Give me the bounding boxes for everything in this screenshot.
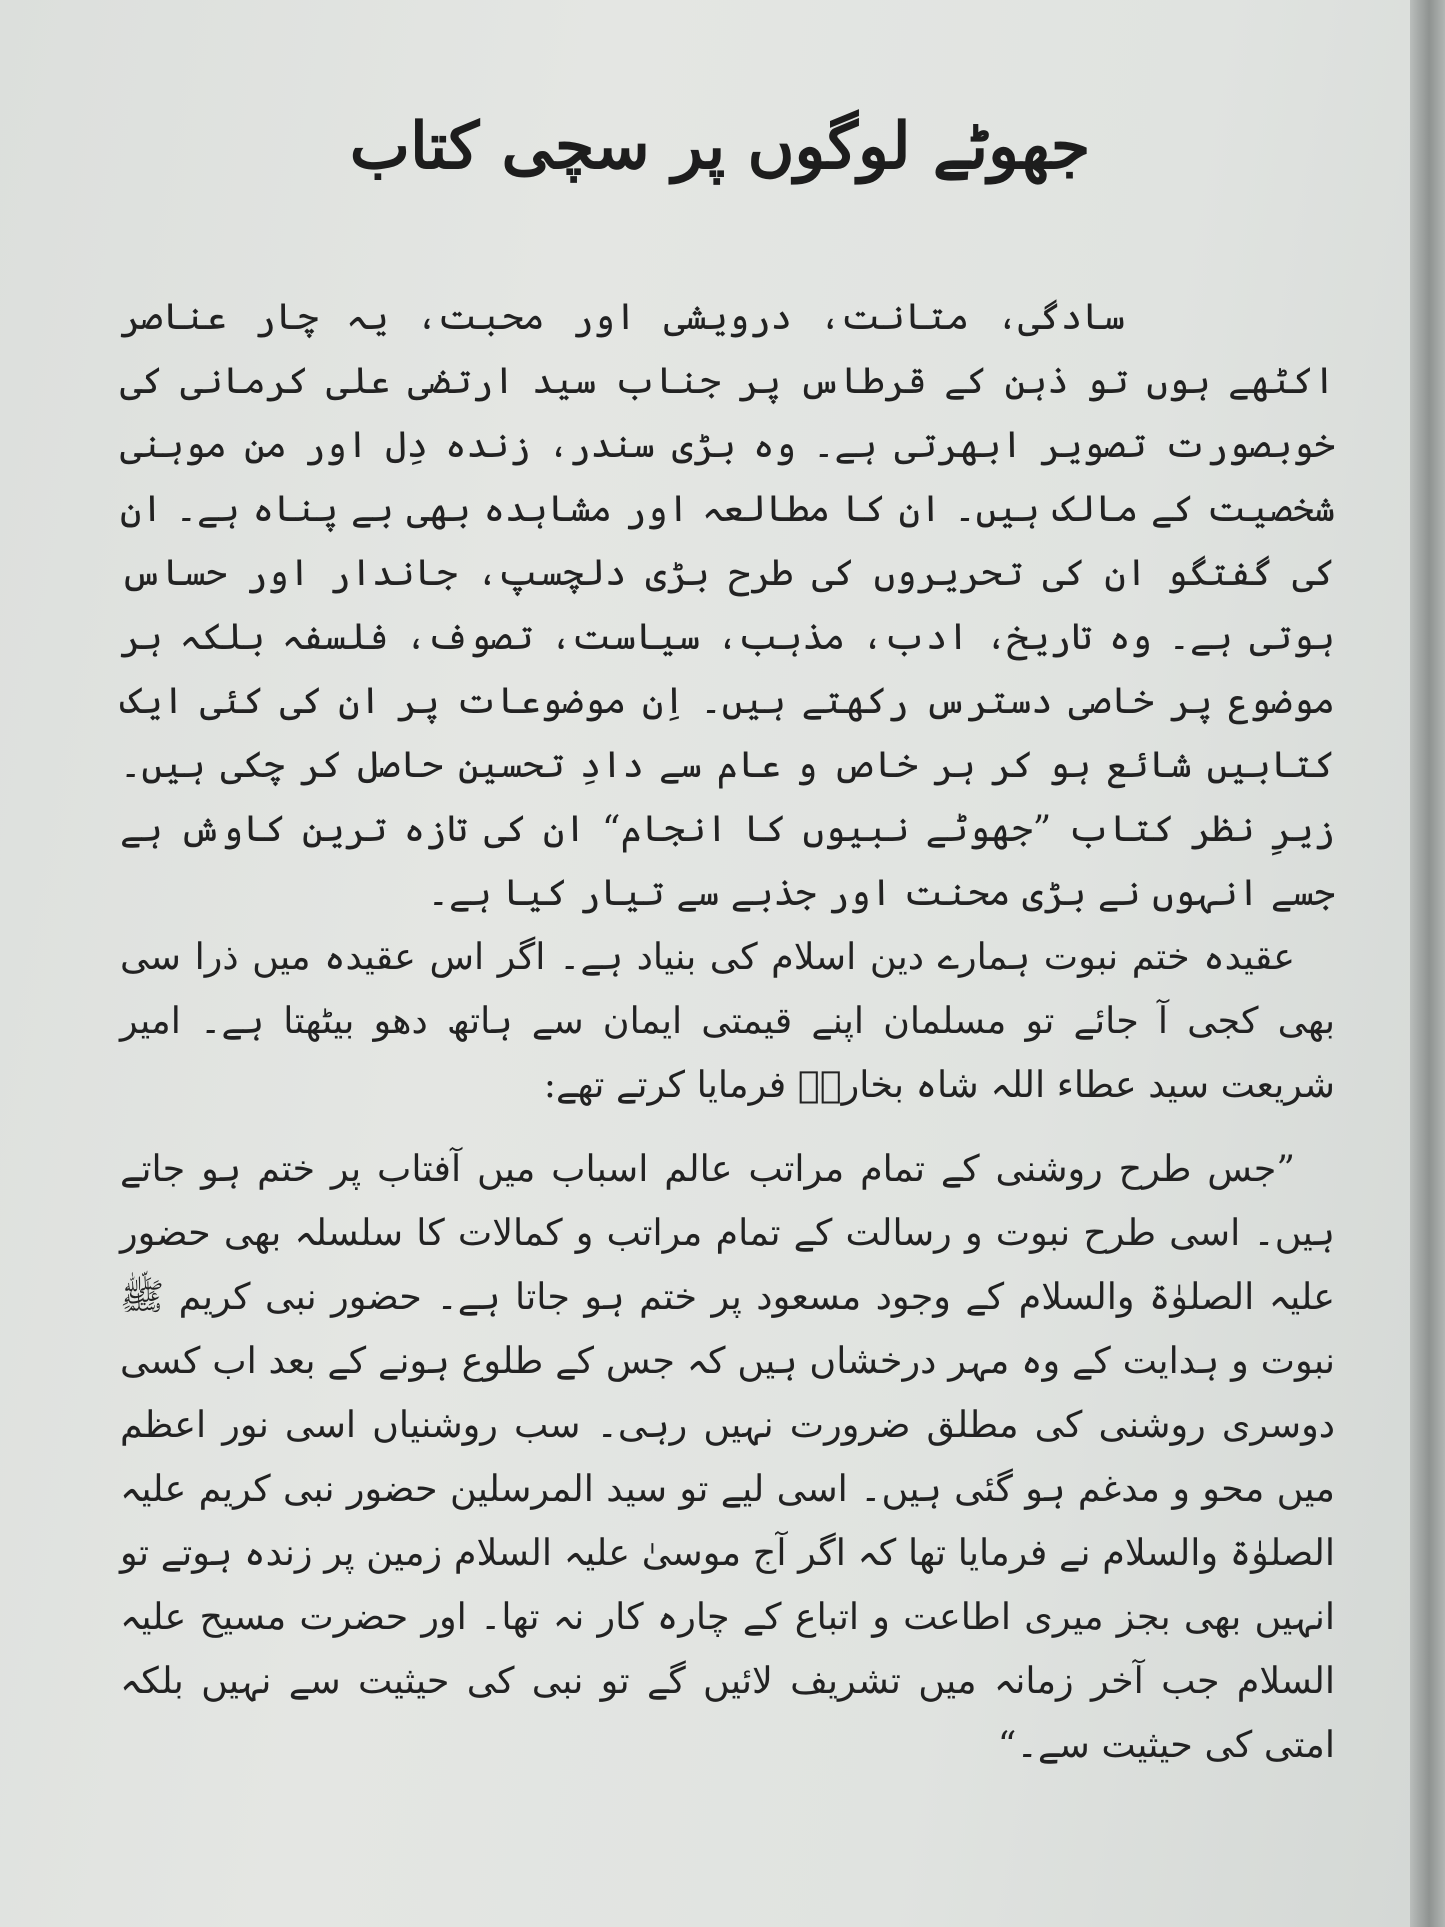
paragraph-quote: ”جس طرح روشنی کے تمام مراتب عالم اسباب میں آفتاب پر ختم ہو جاتے ہیں۔ اسی طرح نبوت و رسالت کے تمام مراتب و کمالات کا سلسلہ بھی حضور علیہ الصلوٰۃ والسلام کے وجود مسعود پر ختم ہو جاتا ہے۔ حضور نبی کریم ﷺ نبوت و ہدایت کے وہ مہر درخشاں ہیں کہ جس کے طلوع ہونے کے بعد اب کسی دوسری روشنی کی مطلق ضرورت نہیں رہی۔ سب روشنیاں اسی نور اعظم میں محو و مدغم ہو گئی ہیں۔ اسی لیے تو سید المرسلین حضور نبی کریم علیہ الصلوٰۃ والسلام نے فرمایا تھا کہ اگر آج موسیٰ علیہ السلام زمین پر زندہ ہوتے تو انہیں بھی بجز میری اطاعت و اتباع کے چارہ کار نہ تھا۔ اور حضرت مسیح علیہ السلام جب آخر زمانہ میں تشریف لائیں گے تو نبی کی حیثیت سے نہیں بلکہ امتی کی حیثیت سے۔“ [120, 1147, 1335, 1766]
paragraph-intro: سادگی، متانت، درویشی اور محبت، یہ چار عناصر اکٹھے ہوں تو ذہن کے قرطاس پر جناب سید ارتضٰی علی کرمانی کی خوبصورت تصویر ابھرتی ہے۔ وہ بڑی سندر، زندہ دِل اور من موہنی شخصیت کے مالک ہیں۔ ان کا مطالعہ اور مشاہدہ بھی بے پناہ ہے۔ ان کی گفتگو ان کی تحریروں کی طرح بڑی دلچسپ، جاندار اور حساس ہوتی ہے۔ وہ تاریخ، ادب، مذہب، سیاست، تصوف، فلسفہ بلکہ ہر موضوع پر خاصی دسترس رکھتے ہیں۔ اِن موضوعات پر ان کی کئی ایک کتابیں شائع ہو کر ہر خاص و عام سے دادِ تحسین حاصل کر چکی ہیں۔ زیرِ نظر کتاب ”جھوٹے نبیوں کا انجام“ ان کی تازہ ترین کاوش ہے جسے انہوں نے بڑی محنت اور جذبے سے تیار کیا ہے۔ [120, 295, 1335, 914]
body-text [120, 285, 1335, 1777]
book-binding-edge [1410, 0, 1445, 1927]
page-title: جھوٹے لوگوں پر سچی کتاب [349, 109, 1091, 184]
paragraph-khatm-e-nabuwwat: عقیدہ ختم نبوت ہمارے دین اسلام کی بنیاد ہے۔ اگر اس عقیدہ میں ذرا سی بھی کجی آ جائے تو مسلمان اپنے قیمتی ایمان سے ہاتھ دھو بیٹھتا ہے۔ امیر شریعت سید عطاء اللہ شاہ بخاریؒ فرمایا کرتے تھے: [120, 935, 1335, 1106]
